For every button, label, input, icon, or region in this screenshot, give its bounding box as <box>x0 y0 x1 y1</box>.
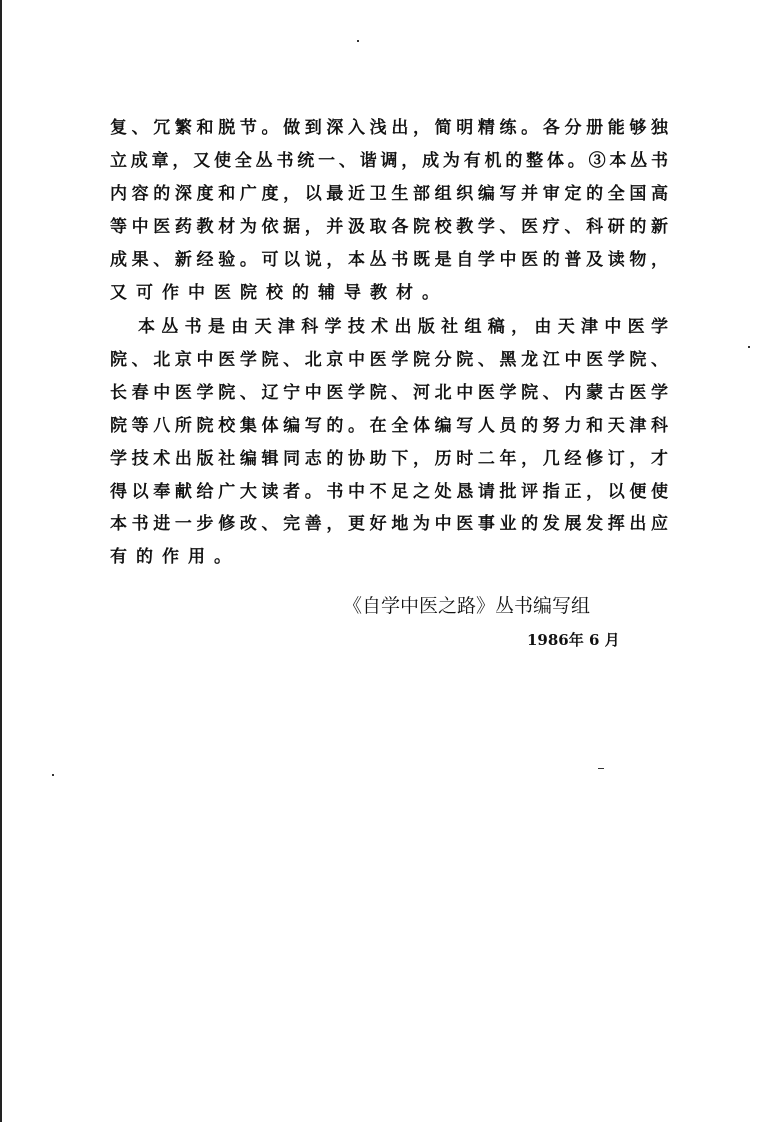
text-line: 立成章，又使全丛书统一、谐调，成为有机的整体。③本丛书 <box>110 151 668 171</box>
text-line: 有的作用。 <box>110 547 240 567</box>
text-line: 院、北京中医学院、北京中医学院分院、黑龙江中医学院、 <box>110 350 668 370</box>
scan-speck <box>52 774 54 776</box>
page-edge <box>0 0 2 1122</box>
scan-speck <box>357 40 359 42</box>
date: 1986年 6 月 <box>527 631 620 649</box>
text-line: 等中医药教材为依据，并汲取各院校教学、医疗、科研的新 <box>110 217 668 237</box>
text-line: 院等八所院校集体编写的。在全体编写人员的努力和天津科 <box>110 416 668 436</box>
text-line: 学技术出版社编辑同志的协助下，历时二年，几经修订，才 <box>110 449 668 469</box>
text-line: 成果、新经验。可以说，本丛书既是自学中医的普及读物， <box>110 250 668 270</box>
text-line: 得以奉献给广大读者。书中不足之处恳请批评指正，以便使 <box>110 482 668 502</box>
signature: 《自学中医之路》丛书编写组 <box>343 595 591 617</box>
text-line: 长春中医学院、辽宁中医学院、河北中医学院、内蒙古医学 <box>110 383 668 403</box>
scan-speck <box>598 768 604 769</box>
text-line: 内容的深度和广度，以最近卫生部组织编写并审定的全国高 <box>110 184 668 204</box>
text-line: 又可作中医院校的辅导教材。 <box>110 283 448 303</box>
scan-speck <box>748 346 750 348</box>
text-line: 本丛书是由天津科学技术出版社组稿，由天津中医学 <box>138 317 668 337</box>
text-line: 本书进一步修改、完善，更好地为中医事业的发展发挥出应 <box>110 514 668 534</box>
text-line: 复、冗繁和脱节。做到深入浅出，简明精练。各分册能够独 <box>110 118 668 138</box>
